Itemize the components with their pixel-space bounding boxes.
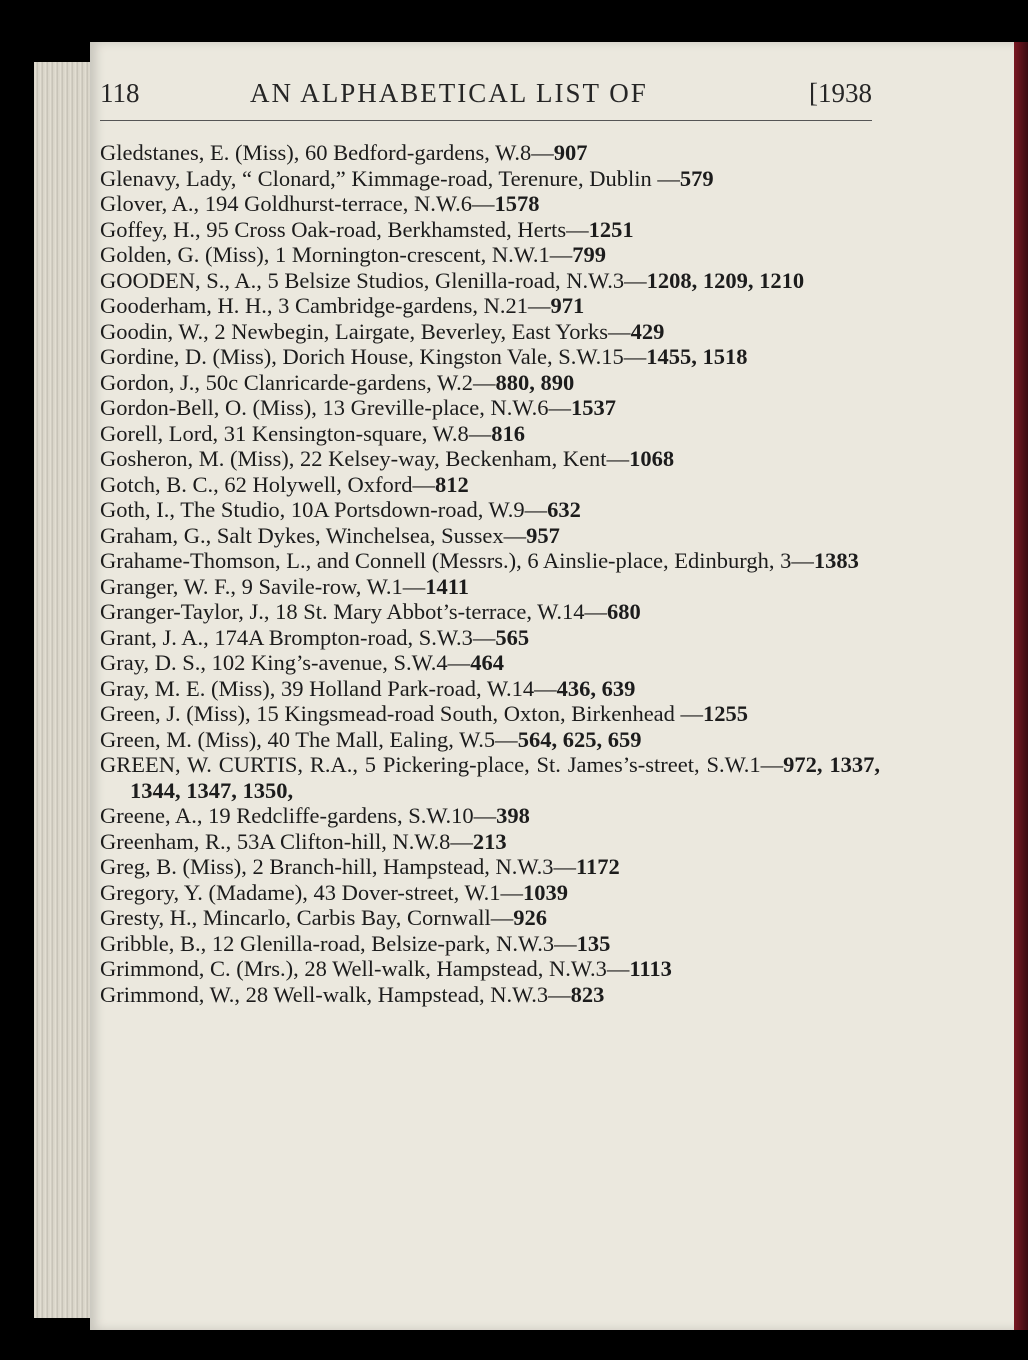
entry-catalogue-numbers: 957 — [526, 522, 560, 548]
entry-address: Salt Dykes, Winchelsea, Sussex— — [216, 522, 527, 548]
entry-address: 19 Redcliffe-gardens, S.W.10— — [208, 803, 497, 828]
entry-list — [100, 140, 880, 1007]
entry-name: Grimmond, C. (Mrs.), — [100, 956, 299, 981]
list-item — [100, 268, 880, 294]
entry-address: 6 Ainslie-place, Edinburgh, 3— — [527, 548, 814, 573]
entry-address: 3 Cambridge-gardens, N.21— — [278, 293, 551, 318]
entry-address: 12 Glenilla-road, Belsize-park, N.W.3— — [211, 930, 577, 956]
entry-catalogue-numbers: 564, 625, 659 — [517, 726, 642, 752]
list-item — [100, 217, 880, 243]
entry-catalogue-numbers: 579 — [679, 165, 714, 191]
entry-name: Grimmond, W., — [100, 981, 241, 1007]
entry-catalogue-numbers: 565 — [495, 624, 530, 650]
entry-name: Gray, D. S., — [100, 650, 207, 675]
entry-name: Glover, A., — [100, 191, 200, 216]
entry-catalogue-numbers: 1068 — [629, 446, 675, 471]
list-item — [100, 395, 880, 421]
entry-address: 5 Belsize Studios, Glenilla-road, N.W.3— — [267, 267, 647, 293]
list-item — [100, 166, 880, 192]
entry-catalogue-numbers: 1208, 1209, 1210 — [646, 267, 805, 293]
entry-name: Greg, B. (Miss), — [100, 854, 247, 879]
list-item — [100, 625, 880, 651]
page-header — [100, 78, 872, 118]
list-item — [100, 472, 880, 498]
list-item — [100, 242, 880, 268]
entry-name: Grahame-Thomson, L., and Connell (Messrs.), — [100, 548, 522, 573]
entry-catalogue-numbers: 436, 639 — [556, 675, 636, 701]
list-item — [100, 548, 880, 574]
entry-catalogue-numbers: 632 — [547, 497, 581, 522]
list-item — [100, 880, 880, 906]
entry-catalogue-numbers: 1251 — [588, 216, 634, 242]
list-item — [100, 319, 880, 345]
entry-address: 39 Holland Park-road, W.14— — [281, 675, 557, 701]
entry-name: Goth, I., — [100, 497, 175, 522]
list-item — [100, 497, 880, 523]
entry-catalogue-numbers: 816 — [491, 420, 525, 446]
list-item — [100, 905, 880, 931]
entry-address: “ Clonard,” Kimmage-road, Terenure, Dublin — — [242, 165, 680, 191]
entry-name: Gregory, Y. (Madame), — [100, 879, 308, 905]
entry-address: 2 Newbegin, Lairgate, Beverley, East Yorks— — [214, 318, 631, 344]
entry-catalogue-numbers: 1172 — [575, 854, 620, 879]
entry-address: 22 Kelsey-way, Beckenham, Kent— — [300, 446, 630, 471]
entry-catalogue-numbers: 926 — [513, 905, 548, 930]
entry-name: Gordon, J., — [100, 369, 200, 395]
entry-catalogue-numbers: 1455, 1518 — [646, 344, 748, 369]
list-item — [100, 599, 880, 625]
entry-name: Graham, G., — [100, 522, 212, 548]
entry-catalogue-numbers: 1578 — [494, 191, 540, 216]
entry-address: 40 The Mall, Ealing, W.5— — [267, 726, 518, 752]
entry-name: Gotch, B. C., — [100, 471, 219, 497]
list-item — [100, 803, 880, 829]
list-item — [100, 956, 880, 982]
list-item — [100, 676, 880, 702]
page-year: [1938 — [809, 78, 872, 108]
entry-catalogue-numbers: 213 — [472, 828, 507, 854]
entry-catalogue-numbers: 1537 — [570, 395, 616, 420]
list-item — [100, 446, 880, 472]
header-rule — [100, 120, 872, 121]
page-number: 118 — [100, 78, 140, 108]
page-title: AN ALPHABETICAL LIST OF — [250, 78, 648, 108]
entry-catalogue-numbers: 1113 — [629, 956, 672, 981]
entry-address: 9 Savile-row, W.1— — [241, 573, 426, 599]
entry-name: GOODEN, S., A., — [100, 267, 262, 293]
entry-address: Mincarlo, Carbis Bay, Cornwall— — [202, 905, 514, 930]
entry-name: Gresty, H., — [100, 905, 198, 930]
entry-name: Granger, W. F., — [100, 573, 237, 599]
entry-address: 13 Greville-place, N.W.6— — [322, 395, 571, 420]
entry-address: 102 King’s-avenue, S.W.4— — [211, 650, 471, 675]
entry-catalogue-numbers: 1383 — [813, 548, 859, 573]
entry-name: Gribble, B., — [100, 930, 207, 956]
entry-catalogue-numbers: 971 — [550, 293, 585, 318]
list-item — [100, 344, 880, 370]
entry-name: Goffey, H., — [100, 216, 201, 242]
entry-address: 31 Kensington-square, W.8— — [223, 420, 492, 446]
list-item — [100, 701, 880, 727]
entry-catalogue-numbers: 1411 — [425, 573, 469, 599]
entry-address: 62 Holywell, Oxford— — [224, 471, 435, 497]
entry-address: 28 Well-walk, Hampstead, N.W.3— — [245, 981, 571, 1007]
entry-name: Greenham, R., — [100, 828, 232, 854]
entry-address: Dorich House, Kingston Vale, S.W.15— — [282, 344, 647, 369]
entry-address: 95 Cross Oak-road, Berkhamsted, Herts— — [206, 216, 589, 242]
entry-name: Gordine, D. (Miss), — [100, 344, 277, 369]
entry-address: 194 Goldhurst-terrace, N.W.6— — [204, 191, 495, 216]
entry-catalogue-numbers: 972, 1337, 1344, 1347, 1350, — [130, 752, 880, 803]
entry-catalogue-numbers: 907 — [553, 140, 588, 165]
entry-name: Gledstanes, E. (Miss), — [100, 140, 300, 165]
book-spine — [1014, 42, 1028, 1330]
list-item — [100, 650, 880, 676]
entry-name: Goodin, W., — [100, 318, 209, 344]
entry-address: 60 Bedford-gardens, W.8— — [304, 140, 554, 165]
entry-name: Golden, G. (Miss), — [100, 242, 270, 267]
list-item — [100, 293, 880, 319]
entry-name: GREEN, W. CURTIS, R.A., — [100, 752, 358, 777]
list-item — [100, 752, 880, 803]
entry-address: 15 Kingsmead-road South, Oxton, Birkenhead — — [256, 701, 704, 726]
list-item — [100, 854, 880, 880]
entry-name: Granger-Taylor, J., — [100, 599, 270, 624]
entry-address: 2 Branch-hill, Hampstead, N.W.3— — [252, 854, 576, 879]
entry-address: 53A Clifton-hill, N.W.8— — [236, 828, 473, 854]
entry-name: Gosheron, M. (Miss), — [100, 446, 295, 471]
list-item — [100, 982, 880, 1008]
entry-catalogue-numbers: 812 — [435, 471, 469, 497]
entry-catalogue-numbers: 880, 890 — [495, 369, 575, 395]
entry-catalogue-numbers: 823 — [570, 981, 605, 1007]
entry-address: The Studio, 10A Portsdown-road, W.9— — [180, 497, 548, 522]
entry-name: Gordon-Bell, O. (Miss), — [100, 395, 317, 420]
entry-address: 50c Clanricarde-gardens, W.2— — [205, 369, 496, 395]
entry-address: 5 Pickering-place, St. James’s-street, S.W.1— — [364, 752, 784, 777]
entry-name: Gorell, Lord, — [100, 420, 219, 446]
list-item — [100, 829, 880, 855]
entry-name: Grant, J. A., — [100, 624, 209, 650]
list-item — [100, 191, 880, 217]
list-item — [100, 931, 880, 957]
entry-catalogue-numbers: 1039 — [523, 879, 568, 905]
list-item — [100, 370, 880, 396]
entry-name: Green, J. (Miss), — [100, 701, 251, 726]
entry-name: Green, M. (Miss), — [100, 726, 262, 752]
list-item — [100, 727, 880, 753]
entry-address: 174A Brompton-road, S.W.3— — [214, 624, 496, 650]
entry-address: 1 Mornington-crescent, N.W.1— — [275, 242, 573, 267]
entry-address: 43 Dover-street, W.1— — [313, 879, 523, 905]
entry-catalogue-numbers: 398 — [496, 803, 530, 828]
list-item — [100, 421, 880, 447]
entry-address: 18 St. Mary Abbot’s-terrace, W.14— — [275, 599, 607, 624]
entry-catalogue-numbers: 135 — [576, 930, 611, 956]
entry-catalogue-numbers: 799 — [572, 242, 606, 267]
list-item — [100, 140, 880, 166]
entry-catalogue-numbers: 680 — [606, 599, 641, 624]
entry-catalogue-numbers: 464 — [470, 650, 504, 675]
entry-name: Glenavy, Lady, — [100, 165, 237, 191]
list-item — [100, 523, 880, 549]
entry-catalogue-numbers: 429 — [630, 318, 665, 344]
entry-catalogue-numbers: 1255 — [703, 701, 749, 726]
entry-name: Greene, A., — [100, 803, 203, 828]
list-item — [100, 574, 880, 600]
entry-name: Gooderham, H. H., — [100, 293, 273, 318]
entry-address: 28 Well-walk, Hampstead, N.W.3— — [304, 956, 630, 981]
entry-name: Gray, M. E. (Miss), — [100, 675, 276, 701]
